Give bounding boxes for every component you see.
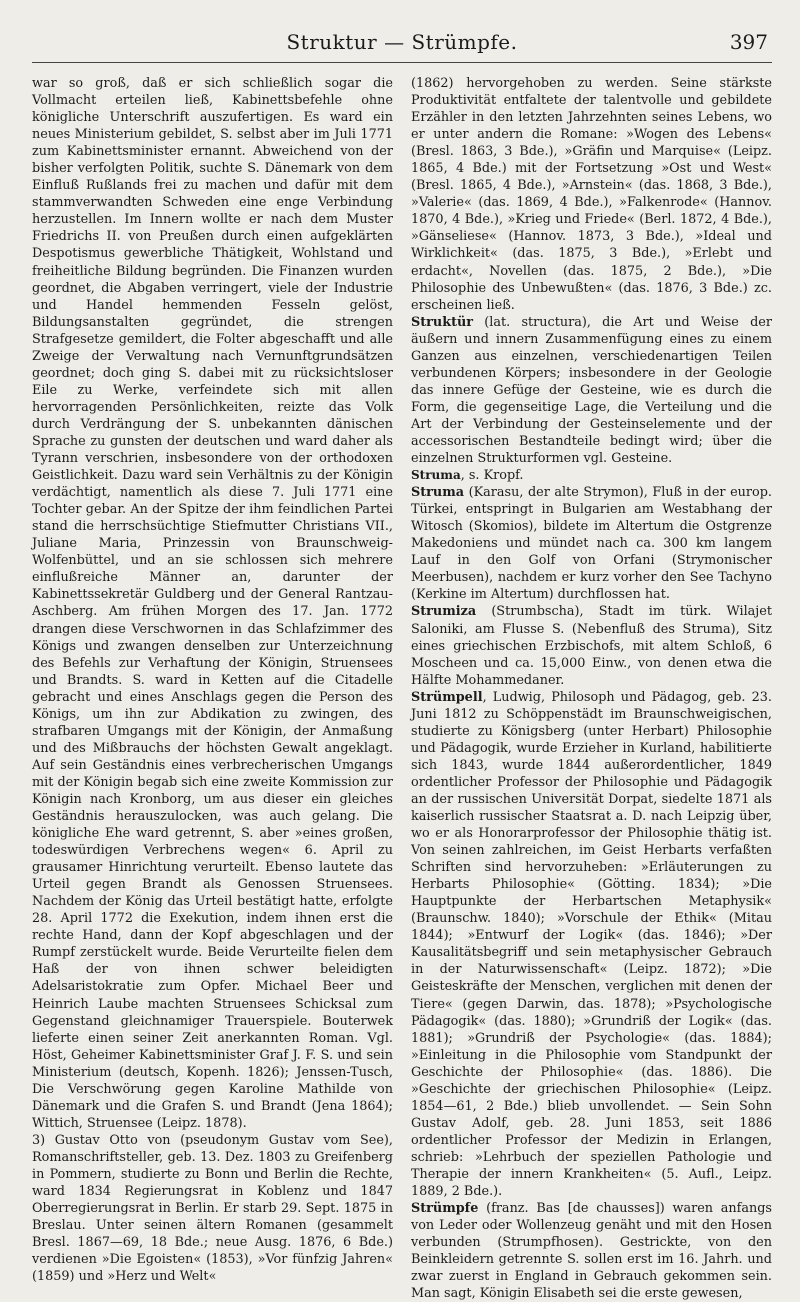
right-column xyxy=(411,75,772,1302)
paragraph: 3) Gustav Otto von (pseudonym Gustav vom See), Romanschriftsteller, geb. 13. Dez. 1803 zu Greifenberg in Pommern, studierte zu Bonn und Berlin die Rechte, ward 1834 Regierungsrat in Koblenz und 1847 Oberregierungsrat in Berlin. Er starb 29. Sept. 1875 in Breslau. Unter seinen ältern Romanen (gesammelt Bresl. 1867—69, 18 Bde.; neue Ausg. 1876, 6 Bde.) verdienen »Die Egoisten« (1853), »Vor fünfzig Jahren« (1859) und »Herz und Welt« xyxy=(32,1132,393,1285)
entry-body: , Ludwig, Philosoph und Pädagog, geb. 23. Juni 1812 zu Schöppenstädt im Braunschweigischen, studierte zu Königsberg (unter Herbart) Philosophie und Pädagogik, wurde Erzieher in Kurland, habilitierte sich 1843, wurde 1844 außerordentlicher, 1849 ordentlicher Professor der Philosophie und Pädagogik an der russischen Universität Dorpat, siedelte 1871 als kaiserlich russischer Staatsrat a. D. nach Leipzig über, wo er als Honorarprofessor der Philosophie thätig ist. Von seinen zahlreichen, im Geist Herbarts verfaßten Schriften sind hervorzuheben: »Erläuterungen zu Herbarts Philosophie« (Götting. 1834); »Die Hauptpunkte der Herbartschen Metaphysik« (Braunschw. 1840); »Vorschule der Ethik« (Mitau 1844); »Entwurf der Logik« (das. 1846); »Der Kausalitätsbegriff und sein metaphysischer Gebrauch in der Naturwissenschaft« (Leipz. 1872); »Die Geisteskräfte der Menschen, verglichen mit denen der Tiere« (gegen Darwin, das. 1878); »Psychologische Pädagogik« (das. 1880); »Grundriß der Logik« (das. 1881); »Grundriß der Psychologie« (das. 1884); »Einleitung in die Philosophie vom Standpunkt der Geschichte der Philosophie« (das. 1886). Die »Geschichte der griechischen Philosophie« (Leipz. 1854—61, 2 Bde.) blieb unvollendet. — Sein Sohn Gustav Adolf, geb. 28. Juni 1853, seit 1886 ordentlicher Professor der Medizin in Erlangen, schrieb: »Lehrbuch der speziellen Pathologie und Therapie der innern Krankheiten« (5. Aufl., Leipz. 1889, 2 Bde.). xyxy=(411,689,772,1200)
entry-strumiza xyxy=(411,603,772,688)
headword: Strümpfe xyxy=(411,1201,479,1217)
entry-body: , s. Kropf. xyxy=(460,468,524,484)
paragraph: war so groß, daß er sich schließlich sogar die Vollmacht erteilen ließ, Kabinettsbefehle ohne königliche Unterschrift auszufertigen. Es ward ein neues Ministerium gebildet, S. selbst aber im Juli 1771 zum Kabinettsminister ernannt. Abweichend von der bisher verfolgten Politik, suchte S. Dänemark von dem Einfluß Rußlands frei zu machen und dafür mit dem stammverwandten Schweden eine enge Verbindung herzustellen. Im Innern wollte er nach dem Muster Friedrichs II. von Preußen durch einen aufgeklärten Despotismus gewerbliche Thätigkeit, Wohlstand und freiheitliche Bildung begründen. Die Finanzen wurden geordnet, die Abgaben verringert, viele der Industrie und Handel hemmenden Fesseln gelöst, Bildungsanstalten gegründet, die strengen Strafgesetze gemildert, die Folter abgeschafft und alle Zweige der Verwaltung nach Vernunftgrundsätzen geordnet; doch ging S. dabei mit zu rücksichtsloser Eile zu Werke, verfeindete sich mit allen hervorragenden Persönlichkeiten, reizte das Volk durch Verdrängung der S. unbekannten dänischen Sprache zu gunsten der deutschen und ward daher als Tyrann verschrien, insbesondere von der orthodoxen Geistlichkeit. Dazu ward sein Verhältnis zu der Königin verdächtigt, namentlich als diese 7. Juli 1771 eine Tochter gebar. An der Spitze der ihm feindlichen Partei stand die herrschsüchtige Stiefmutter Christians VII., Juliane Maria, Prinzessin von Braunschweig-Wolfenbüttel, und an sie schlossen sich mehrere einflußreiche Männer an, darunter der Kabinettssekretär Guldberg und der General Rantzau-Aschberg. Am frühen Morgen des 17. Jan. 1772 drangen diese Verschwornen in das Schlafzimmer des Königs und zwangen denselben zur Unterzeichnung des Befehls zur Verhaftung der Königin, Struensees und Brandts. S. ward in Ketten auf die Citadelle gebracht und eines Anschlags gegen die Person des Königs, um ihn zur Abdikation zu zwingen, des strafbaren Umgangs mit der Königin, der Anmaßung und des Mißbrauchs der höchsten Gewalt angeklagt. Auf sein Geständnis eines verbrecherischen Umgangs mit der Königin begab sich eine zweite Kommission zur Königin nach Kronborg, um aus dieser ein gleiches Geständnis herauszulocken, was auch gelang. Die königliche Ehe ward getrennt, S. aber »eines großen, todeswürdigen Verbrechens wegen« 6. April zu grausamer Hinrichtung verurteilt. Ebenso lautete das Urteil gegen Brandt als Genossen Struensees. Nachdem der König das Urteil bestätigt hatte, erfolgte 28. April 1772 die Exekution, indem ihnen erst die rechte Hand, dann der Kopf abgeschlagen und der Rumpf zerstückelt wurde. Beide Verurteilte fielen dem Haß der von ihnen schwer beleidigten Adelsaristokratie zum Opfer. Michael Beer und Heinrich Laube machten Struensees Schicksal zum Gegenstand gleichnamiger Trauerspiele. Bouterwek lieferte einen seiner Zeit anerkannten Roman. Vgl. Höst, Geheimer Kabinettsminister Graf J. F. S. und sein Ministerium (deutsch, Kopenh. 1826); Jenssen-Tusch, Die Verschwörung gegen Karoline Mathilde von Dänemark und die Grafen S. und Brandt (Jena 1864); Wittich, Struensee (Leipz. 1878). xyxy=(32,76,393,1131)
text-columns xyxy=(32,75,772,1302)
paragraph: (1862) hervorgehoben zu werden. Seine stärkste Produktivität entfaltete der talentvolle und gebildete Erzähler in den letzten Jahrzehnten seines Lebens, wo er unter andern die Romane: »Wogen des Lebens« (Bresl. 1863, 3 Bde.), »Gräfin und Marquise« (Leipz. 1865, 4 Bde.) mit der Fortsetzung »Ost und West« (Bresl. 1865, 4 Bde.), »Arnstein« (das. 1868, 3 Bde.), »Valerie« (das. 1869, 4 Bde.), »Falkenrode« (Hannov. 1870, 4 Bde.), »Krieg und Friede« (Berl. 1872, 4 Bde.), »Gänseliese« (Hannov. 1873, 3 Bde.), »Ideal und Wirklichkeit« (das. 1875, 3 Bde.), »Erlebt und erdacht«, Novellen (das. 1875, 2 Bde.), »Die Philosophie des Unbewußten« (das. 1876, 3 Bde.) zc. erscheinen ließ. xyxy=(411,76,772,313)
entry-body: (Strumbscha), Stadt im türk. Wilajet Saloniki, am Flusse S. (Nebenfluß des Struma), Sitz eines griechischen Erzbischofs, mit altem Schloß, 6 Moscheen und ca. 15,000 Einw., von denen etwa die Hälfte Mohammedaner. xyxy=(411,604,772,688)
entry-struma-ref xyxy=(411,467,772,484)
left-column xyxy=(32,75,393,1302)
entry-struempfe xyxy=(411,1200,772,1302)
page-header xyxy=(32,28,772,63)
entry-body: (Karasu, der alte Strymon), Fluß in der europ. Türkei, entspringt in Bulgarien am Westabhang der Witosch (Skomios), bildete im Altertum die Ostgrenze Makedoniens und mündet nach ca. 300 km langem Lauf in den Golf von Orfani (Strymonischer Meerbusen), nachdem er kurz vorher den See Tachyno (Kerkine im Altertum) durchflossen hat. xyxy=(411,485,772,603)
headword: Struma xyxy=(411,485,465,501)
headword: Strumiza xyxy=(411,604,477,620)
headword: Struktür xyxy=(411,314,474,330)
entry-body: (lat. structura), die Art und Weise der äußern und innern Zusammenfügung eines zu einem Ganzen aus einzelnen, verschiedenartigen Teilen verbundenen Körpers; insbesondere in der Geologie das innere Gefüge der Gesteine, wie es durch die Form, die gegenseitige Lage, die Verteilung und die Art der Verbindung der Gesteinselemente und der accessorischen Bestandteile bedingt wird; über die einzelnen Strukturformen vgl. Gesteine. xyxy=(411,314,772,467)
page-number: 397 xyxy=(729,30,768,54)
entry-struktur xyxy=(411,314,772,467)
entry-body: (franz. Bas [de chausses]) waren anfangs von Leder oder Wollenzeug genäht und mit den Hosen verbunden (Strumpfhosen). Gestrickte, von den Beinkleidern getrennte S. sollen erst im 16. Jahrh. und zwar zuerst in England in Gebrauch gekommen sein. Man sagt, Königin Elisabeth sei die erste gewesen, xyxy=(411,1201,772,1302)
entry-struempell xyxy=(411,689,772,1200)
running-title: Struktur — Strümpfe. xyxy=(286,30,518,54)
headword: Strümpell xyxy=(411,689,483,705)
headword: Struma xyxy=(411,468,461,483)
entry-struma-river xyxy=(411,484,772,603)
